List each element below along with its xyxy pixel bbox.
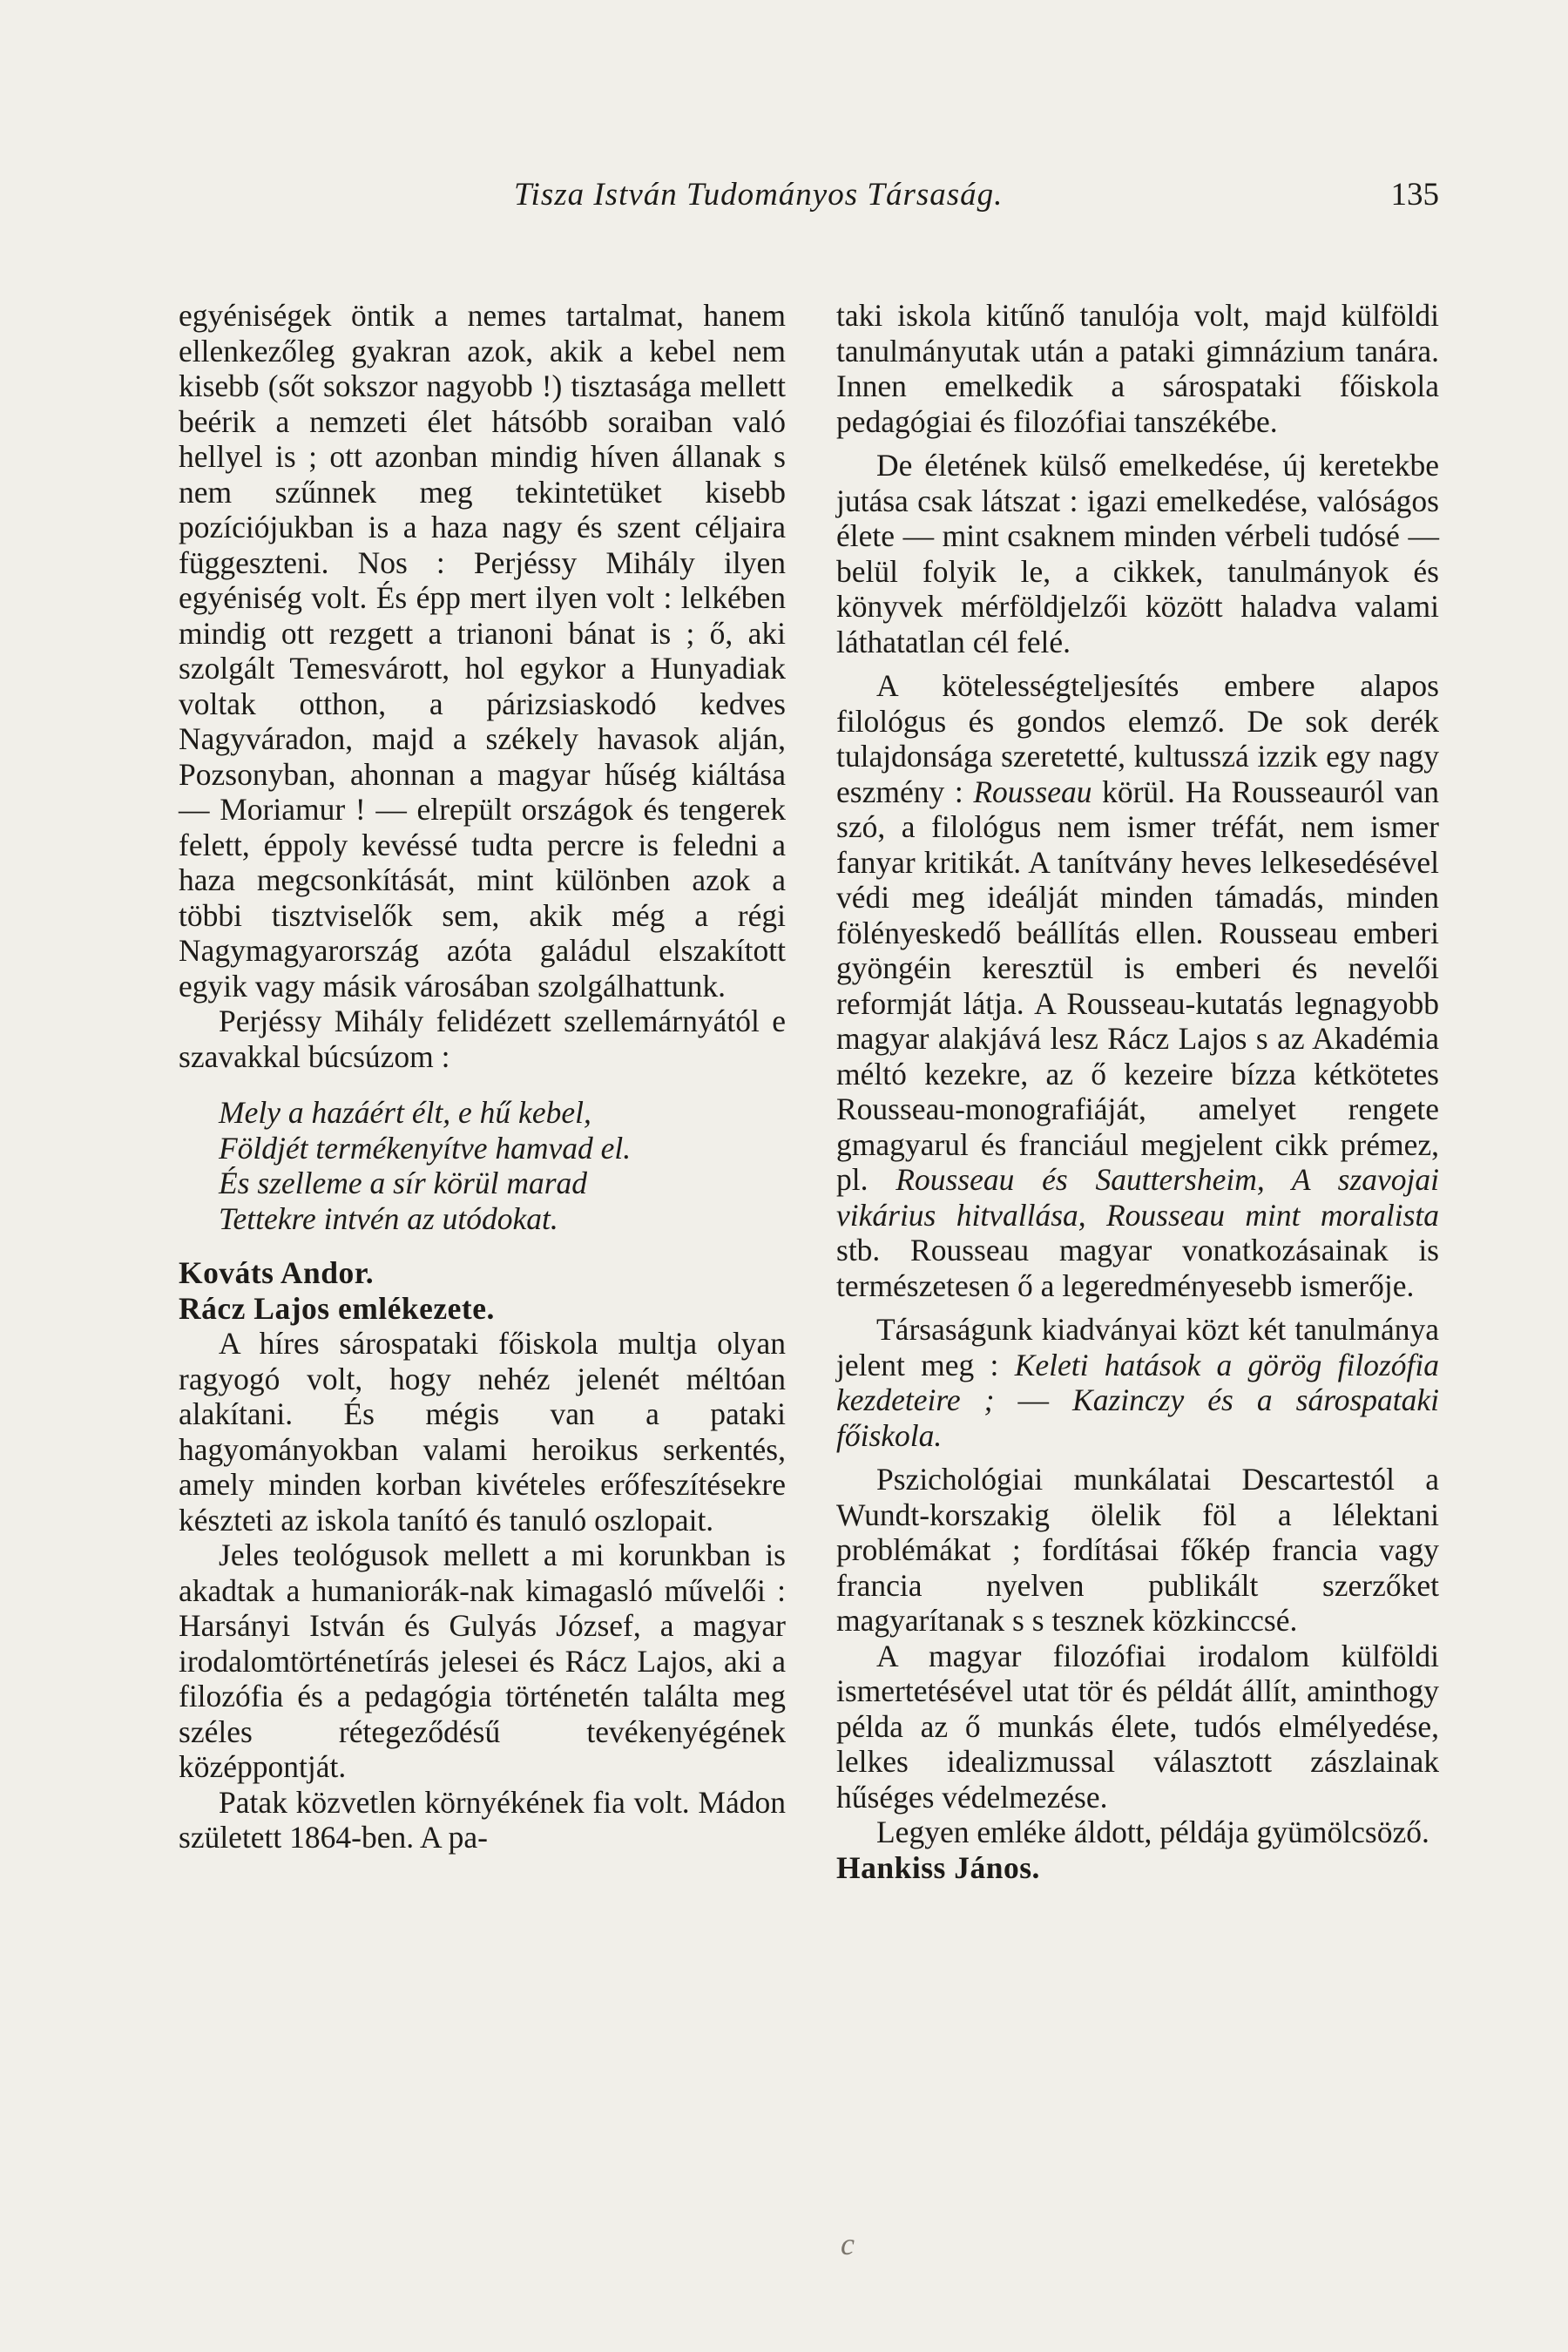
paragraph: egyéniségek öntik a nemes tartalmat, hanem ellenkezőleg gyakran azok, akik a kebel nem kisebb (sőt sokszor nagyobb !) tisztasága mellett beérik a nemzeti élet hátsóbb soraiban való hellyel is ; ott azonban mindig híven állanak s nem szűnnek meg tekintetüket kisebb pozíciójukban is a haza nagy és szent céljaira függeszteni. Nos : Perjéssy Mihály ilyen egyéniség volt. És épp mert ilyen volt : lelkében mindig ott rezgett a trianoni bánat is ; ő, aki szolgált Temesvárott, hol egykor a Hunyadiak voltak otthon, a párizsiaskodó kedves Nagyváradon, majd a székely havasok alján, Pozsonyban, ahonnan a magyar hűség kiáltása — Moriamur ! — elrepült országok és tengerek felett, éppoly kevéssé tudta percre is feledni a haza megcsonkítását, mint különben azok a többi tisztviselők sem, akik még a régi Nagymagyarország azóta galádul elszakított egyik vagy másik városában szolgálhattunk. <box>179 298 786 1004</box>
section-title: Rácz Lajos emlékezete. <box>179 1290 495 1326</box>
paragraph: Pszichológiai munkálatai Descartestól a Wundt-korszakig ölelik föl a lélektani problémákat ; fordításai főkép francia vagy francia nyelven publikált szerzőket magyarítanak s s tesznek közkinccsé. <box>836 1462 1439 1638</box>
paragraph: taki iskola kitűnő tanulója volt, majd külföldi tanulmányutak után a pataki gimnázium tanára. Innen emelkedik a sárospataki főiskola pedagógiai és filozófiai tanszékébe. <box>836 298 1439 439</box>
italic-run: Rousseau <box>973 774 1092 809</box>
author-signature: Kováts Andor. <box>179 1255 375 1290</box>
paragraph: Perjéssy Mihály felidézett szellemárnyától e szavakkal búcsúzom : <box>179 1004 786 1074</box>
text-run: körül. Ha Rousseauról van szó, a filológus nem ismer tréfát, nem ismer fanyar kritikát. A tanítvány heves lelkesedésével védi meg ideálját minden támadás, minden fölényeskedő beállítás ellen. Rousseau emberi gyöngéin keresztül is emberi és nevelői reformját látja. A Rousseau-kutatás legnagyobb magyar alakjává lesz Rácz Lajos s az Akadémia méltó kezekre, az ő kezeire bízza kétkötetes Rousseau-monografiáját, amelyet rengete gmagyarul és franciául megjelent cikk prémez, pl. <box>836 774 1440 1197</box>
poem-line: Tettekre intvén az utódokat. <box>219 1200 558 1236</box>
poem-line: Mely a hazáért élt, e hű kebel, <box>219 1095 591 1130</box>
author-signature: Hankiss János. <box>836 1849 1040 1885</box>
paragraph: A magyar filozófiai irodalom külföldi ismertetésével utat tör és példát állít, aminthogy példa az ő munkás élete, tudós elmélyedése, lelkes idealizmussal választott zászlainak hűséges védelmezése. <box>836 1638 1439 1815</box>
paragraph <box>836 1312 1439 1453</box>
text-run: — <box>1017 1382 1049 1417</box>
page-number: 135 <box>1390 177 1439 213</box>
italic-run: Rousseau és Sauttersheim, A szavojai vikárius hitvallása, Rousseau mint moralista <box>836 1162 1440 1233</box>
text-run: A kötelességteljesítés embere alapos filológus és gondos elemző. De sok derék tulajdonsága szeretetté, kultusszá izzik egy nagy eszmény : <box>836 668 1439 809</box>
italic-run: Kazinczy és a sárospataki főiskola. <box>836 1382 1440 1453</box>
poem-stanza <box>219 1095 786 1236</box>
left-column <box>179 298 786 1855</box>
text-run: Társaságunk kiadványai közt két tanulmánya jelent meg : <box>836 1312 1439 1382</box>
paragraph: De életének külső emelkedése, új keretekbe jutása csak látszat : igazi emelkedése, valóságos élete — mint csaknem minden vérbeli tudósé — belül folyik le, a cikkek, tanulmányok és könyvek mérföldjelzői között haladva valami láthatatlan cél felé. <box>836 448 1439 659</box>
paragraph: A híres sárospataki főiskola multja olyan ragyogó volt, hogy nehéz jelenét méltóan alakítani. És mégis van a pataki hagyományokban valami heroikus serkentés, amely minden korban kivételes erőfeszítésekre készteti az iskola tanító és tanuló oszlopait. <box>179 1326 786 1538</box>
margin-mark: c <box>841 2227 855 2261</box>
paragraph: Jeles teológusok mellett a mi korunkban is akadtak a humaniorák-nak kimagasló művelői : Harsányi István és Gulyás József, a magyar irodalomtörténetírás jelesei és Rácz Lajos, aki a filozófia és a pedagógia történetén találta meg széles rétegeződésű tevékenyégének középpontját. <box>179 1538 786 1784</box>
paragraph <box>836 668 1439 1303</box>
poem-line: Földjét termékenyítve hamvad el. <box>219 1130 632 1166</box>
text-run: stb. Rousseau magyar vonatkozásainak is természetesen ő a legeredményesebb ismerője. <box>836 1233 1439 1303</box>
paragraph: Legyen emléke áldott, példája gyümölcsöző. <box>876 1815 1429 1849</box>
italic-run: Keleti hatások a görög filozófia kezdeteire ; <box>836 1347 1439 1417</box>
paragraph: Patak közvetlen környékének fia volt. Mádon született 1864-ben. A pa- <box>179 1784 786 1855</box>
right-column <box>836 298 1439 1885</box>
running-title: Tisza István Tudományos Társaság. <box>514 177 1004 213</box>
poem-line: És szelleme a sír körül marad <box>219 1166 588 1200</box>
